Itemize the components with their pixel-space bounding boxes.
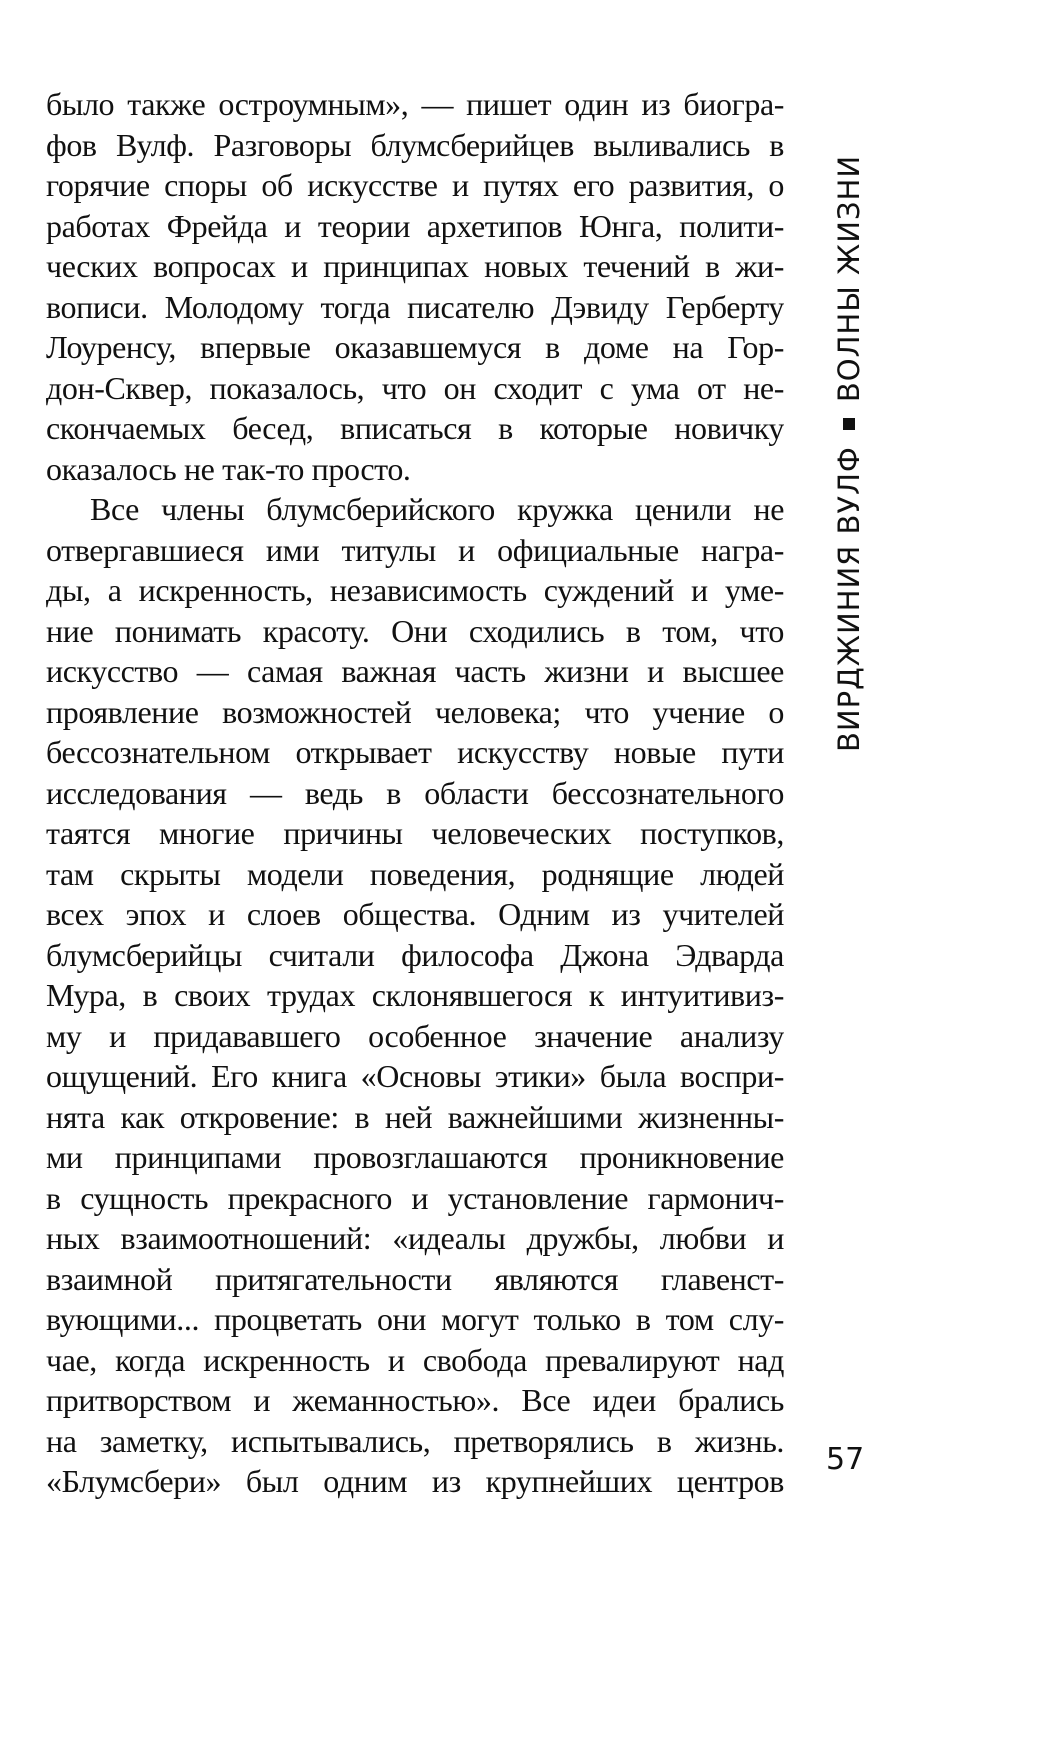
text-line: искусство — самая важная часть жизни и высшее xyxy=(46,653,784,689)
text-line: отвергавшиеся ими титулы и официальные награ- xyxy=(46,531,784,568)
text-line: ных взаимоотношений: «идеалы дружбы, любви и xyxy=(46,1220,784,1256)
text-line: вописи. Молодому тогда писателю Дэвиду Герберту xyxy=(46,288,784,325)
text-line: чае, когда искренность и свобода превалируют над xyxy=(46,1341,784,1378)
text-line: ние понимать красоту. Они сходились в том, что xyxy=(46,612,784,649)
text-line: проявление возможностей человека; что учение о xyxy=(46,693,784,730)
text-line: работах Фрейда и теории архетипов Юнга, полити- xyxy=(46,207,784,244)
text-line: Все члены блумсберийского кружка ценили не xyxy=(90,491,784,527)
text-line: там скрыты модели поведения, роднящие людей xyxy=(46,855,784,892)
text-line: блумсберийцы считали философа Джона Эдварда xyxy=(46,936,784,973)
text-line: всех эпох и слоев общества. Одним из учителей xyxy=(46,896,784,932)
text-line: в сущность прекрасного и установление гармонич- xyxy=(46,1179,784,1216)
page-number: 57 xyxy=(826,1442,865,1477)
text-line: оказалось не так-то просто. xyxy=(46,450,411,487)
body-text xyxy=(46,84,784,1502)
running-head-author: ВИРДЖИНИЯ ВУЛФ xyxy=(832,446,866,752)
text-line: дон-Сквер, показалось, что он сходит с ума от не- xyxy=(46,369,784,406)
text-line: ми принципами провозглашаются проникновение xyxy=(46,1139,784,1175)
text-line: на заметку, испытывались, претворялись в жизнь. xyxy=(46,1422,784,1459)
square-separator-icon xyxy=(843,418,855,430)
text-line: Мура, в своих трудах склонявшегося к интуитивиз- xyxy=(46,977,784,1013)
text-line: скончаемых бесед, вписаться в которые новичку xyxy=(46,410,784,446)
text-line: таятся многие причины человеческих поступков, xyxy=(46,815,784,851)
text-line: му и придававшего особенное значение анализу xyxy=(46,1017,784,1054)
text-line: ды, а искренность, независимость суждений и уме- xyxy=(46,572,784,608)
text-line: вующими... процветать они могут только в том слу- xyxy=(46,1301,784,1337)
text-line: Лоуренсу, впервые оказавшемуся в доме на Гор- xyxy=(46,329,784,365)
text-line: «Блумсбери» был одним из крупнейших центров xyxy=(46,1463,784,1499)
text-line: было также остроумным», — пишет один из биогра- xyxy=(46,86,784,122)
running-head-title: ВОЛНЫ ЖИЗНИ xyxy=(832,154,866,403)
text-line: ощущений. Его книга «Основы этики» была воспри- xyxy=(46,1058,784,1094)
text-line: взаимной притягательности являются главенст- xyxy=(46,1260,784,1297)
text-line: горячие споры об искусстве и путях его развития, о xyxy=(46,167,784,203)
text-line: нята как откровение: в ней важнейшими жизненны- xyxy=(46,1098,784,1135)
text-line: притворством и жеманностью». Все идеи брались xyxy=(46,1382,784,1418)
text-line: бессознательном открывает искусству новые пути xyxy=(46,734,784,770)
text-line: фов Вулф. Разговоры блумсберийцев выливались в xyxy=(46,126,784,163)
text-line: исследования — ведь в области бессознательного xyxy=(46,774,784,811)
text-line: ческих вопросах и принципах новых течений в жи- xyxy=(46,248,784,284)
